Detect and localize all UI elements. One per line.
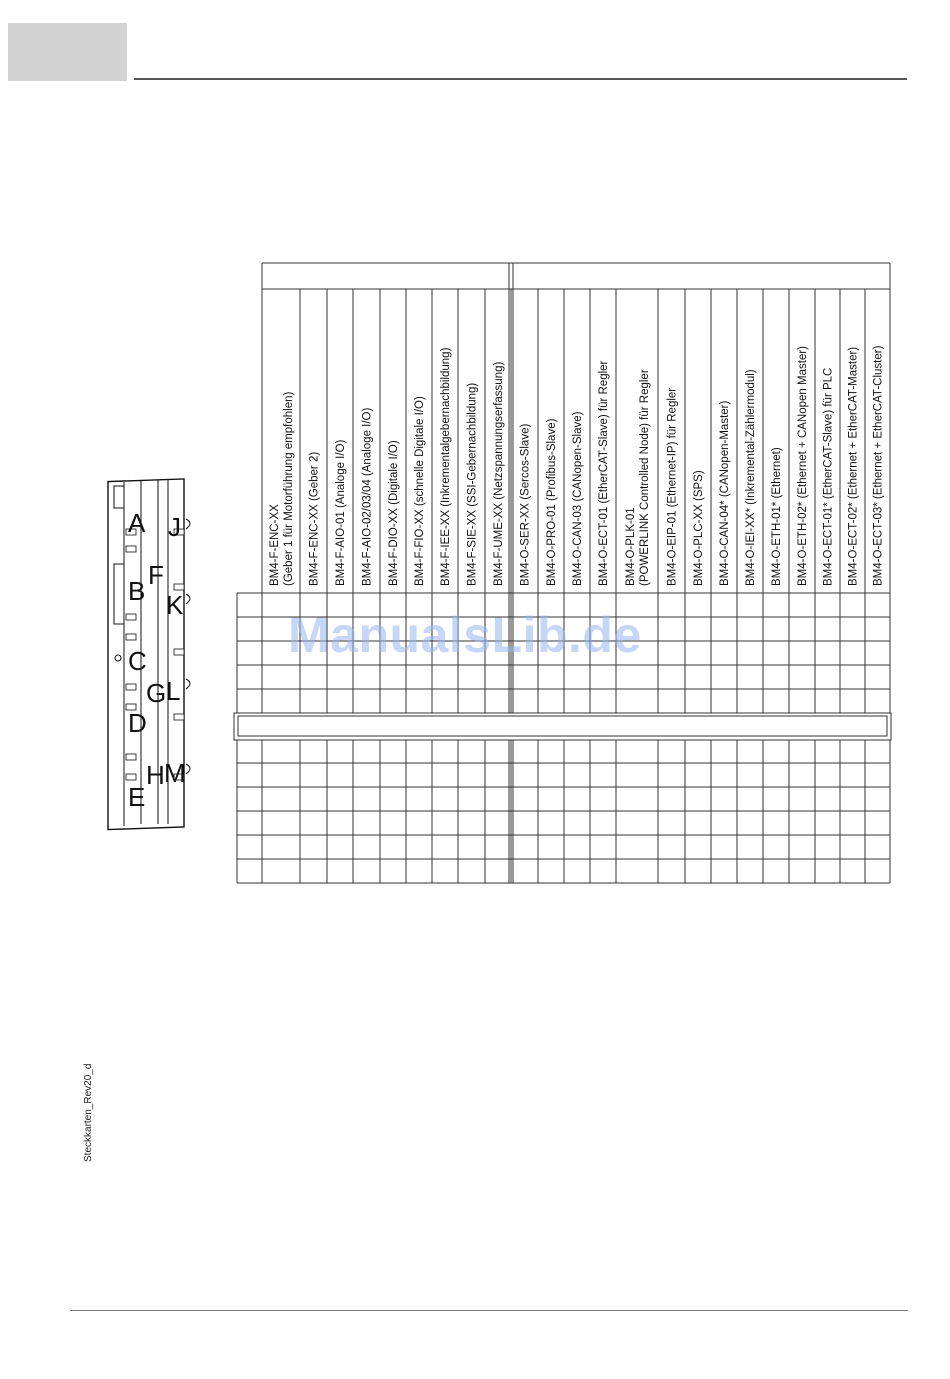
slot-letter-b: B (128, 576, 146, 606)
column-header-15: BM4-O-EIP-01 (Ethernet-IP) für Regler (666, 387, 679, 586)
column-header-10: BM4-O-SER-XX (Sercos-Slave) (519, 423, 532, 586)
slot-letter-e: E (128, 782, 146, 812)
column-header-13: BM4-O-ECT-01 (EtherCAT-Slave) für Regler (598, 360, 610, 586)
column-header-22: BM4-O-ECT-02* (Ethernet + EtherCAT-Master) (847, 346, 860, 586)
slot-letter-j: J (168, 512, 181, 542)
column-header-23: BM4-O-ECT-03* (Ethernet + EtherCAT-Cluster) (872, 345, 885, 586)
table-column-headers (269, 345, 885, 586)
watermark: ManualsLib.de (288, 607, 642, 663)
column-header-17: BM4-O-CAN-04* (CANopen-Master) (719, 400, 731, 586)
slot-letter-k: K (166, 590, 184, 620)
column-header-4: BM4-F-AIO-02/03/04 (Analoge I/O) (361, 407, 374, 586)
slot-letter-m: M (164, 758, 186, 788)
column-header-6: BM4-F-FIO-XX (schnelle Digitale I/O) (414, 396, 426, 586)
slot-letter-f: F (148, 560, 164, 590)
column-header-20: BM4-O-ETH-02* (Ethernet + CANopen Master) (797, 346, 809, 586)
slot-letter-d: D (128, 708, 147, 738)
column-header-14-line-2: (POWERLINK Controlled Node) für Regler (639, 369, 651, 586)
column-header-11: BM4-O-PRO-01 (Profibus-Slave) (546, 418, 558, 586)
slot-letter-h: H (146, 760, 165, 790)
column-header-14-line-1: BM4-O-PLK-01 (625, 507, 637, 586)
slot-letter-l: L (166, 676, 181, 706)
column-header-16: BM4-O-PLC-XX (SPS) (693, 470, 705, 586)
slot-letter-g: G (146, 678, 167, 708)
column-header-7: BM4-F-IEE-XX (Inkrementalgebernachbildung) (440, 347, 452, 586)
column-header-19: BM4-O-ETH-01* (Ethernet) (771, 447, 783, 586)
column-header-2: BM4-F-ENC-XX (Geber 2) (308, 451, 321, 586)
column-header-9: BM4-F-UME-XX (Netzspannungserfassung) (493, 361, 505, 586)
slot-letter-a: A (128, 508, 146, 538)
column-header-21: BM4-O-ECT-01* (EtherCAT-Slave) für PLC (822, 367, 835, 586)
table-grid (234, 263, 891, 883)
side-label: Steckkarten_Rev20_d (83, 1063, 94, 1162)
column-header-8: BM4-F-SIE-XX (SSI-Gebernachbildung) (466, 382, 479, 586)
column-header-18: BM4-O-IEI-XX* (Inkremental-Zählermodul) (745, 369, 757, 586)
column-header-1-line-2: (Geber 1 für Motorführung empfohlen) (283, 391, 295, 586)
column-header-12: BM4-O-CAN-03 (CANopen-Slave) (572, 411, 584, 586)
column-header-1-line-1: BM4-F-ENC-XX (269, 504, 281, 586)
column-header-3: BM4-F-AIO-01 (Analoge I/O) (335, 439, 347, 586)
column-header-5: BM4-F-DIO-XX (Digitale I/O) (388, 440, 400, 586)
slot-letter-c: C (128, 646, 147, 676)
